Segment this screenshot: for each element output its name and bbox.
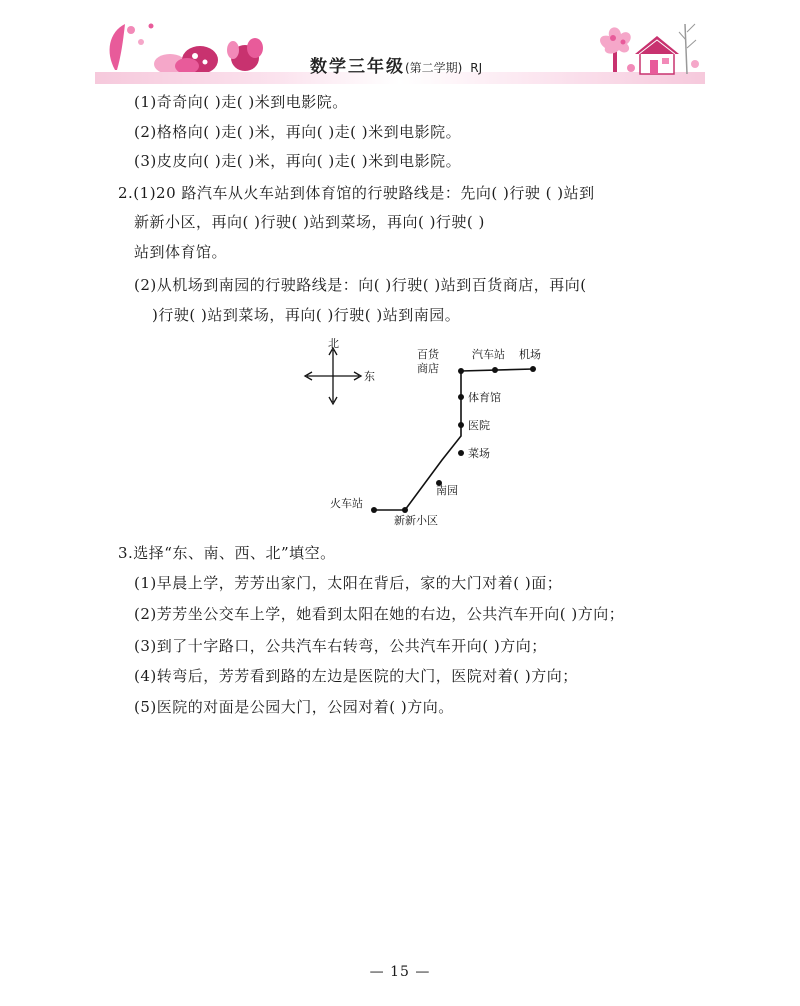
q2-line-5: )行驶( )站到菜场，再向( )行驶( )站到南园。	[152, 306, 461, 324]
compass-north-label: 北	[328, 337, 339, 350]
q1-line-1: (1)奇奇向( )走( )米到电影院。	[134, 93, 348, 111]
label-qichezhan: 汽车站	[472, 348, 505, 361]
q2-line-4: (2)从机场到南园的行驶路线是：向( )行驶( )站到百货商店，再向(	[134, 276, 587, 294]
page-header-title: 数学三年级(第二学期) RJ	[310, 57, 483, 77]
stop-dot-caichang	[458, 450, 464, 456]
bus-route-map	[296, 336, 546, 528]
page-number: — 15 —	[369, 964, 431, 980]
compass-icon	[305, 348, 361, 404]
q2-line-1: 2.(1)20 路汽车从火车站到体育馆的行驶路线是：先向( )行驶 ( )站到	[118, 184, 595, 202]
q3-line-4: (4)转弯后，芳芳看到路的左边是医院的大门，医院对着( )方向；	[134, 667, 578, 685]
q3-line-3: (3)到了十字路口，公共汽车右转弯，公共汽车开向( )方向；	[134, 637, 547, 655]
label-yiyuan: 医院	[468, 419, 490, 432]
stop-dot-yiyuan	[458, 422, 464, 428]
stop-dot-jichang	[530, 366, 536, 372]
stop-dot-tiyuguan	[458, 394, 464, 400]
q3-line-2: (2)芳芳坐公交车上学，她看到太阳在她的右边，公共汽车开向( )方向；	[134, 605, 625, 623]
label-caichang: 菜场	[468, 447, 490, 460]
q2-line-2: 新新小区，再向( )行驶( )站到菜场，再向( )行驶( )	[134, 213, 485, 231]
q1-line-2: (2)格格向( )走( )米，再向( )走( )米到电影院。	[134, 123, 462, 141]
flower-decoration-icon	[95, 12, 275, 76]
q3-title: 3.选择“东、南、西、北”填空。	[118, 544, 336, 562]
label-baihuo-1: 百货	[417, 348, 439, 361]
label-nanyuan: 南园	[436, 484, 458, 497]
stop-dot-huochezhan	[371, 507, 377, 513]
label-baihuo-2: 商店	[417, 362, 439, 375]
label-xinxin: 新新小区	[394, 514, 438, 527]
q2-line-3: 站到体育馆。	[134, 243, 228, 261]
q3-line-1: (1)早晨上学，芳芳出家门，太阳在背后，家的大门对着( )面；	[134, 574, 563, 592]
page-header	[95, 12, 705, 84]
label-jichang: 机场	[519, 348, 541, 361]
stop-dot-xinxin	[402, 507, 408, 513]
stop-dot-qichezhan	[492, 367, 498, 373]
compass-east-label: 东	[364, 370, 375, 383]
label-tiyuguan: 体育馆	[468, 391, 501, 404]
label-huochezhan: 火车站	[330, 497, 363, 510]
house-tree-decoration-icon	[595, 12, 705, 84]
q3-line-5: (5)医院的对面是公园大门，公园对着( )方向。	[134, 698, 454, 716]
q1-line-3: (3)皮皮向( )走( )米，再向( )走( )米到电影院。	[134, 152, 462, 170]
stop-dot-baihuo	[458, 368, 464, 374]
